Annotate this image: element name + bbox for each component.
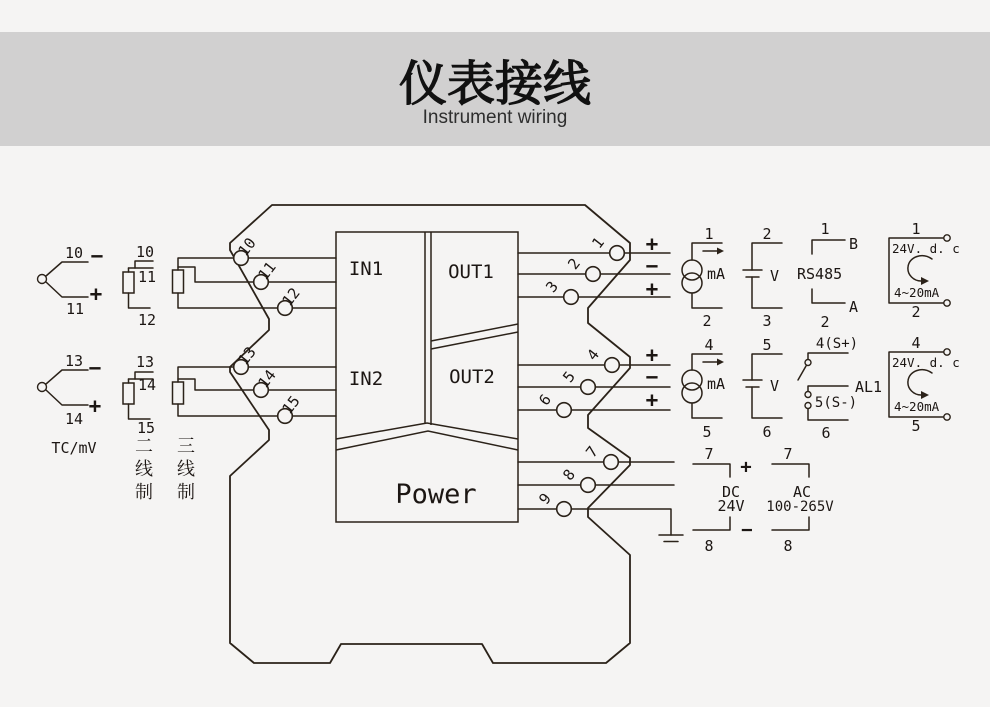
tc-bottom-terminal-14: 14 <box>64 410 84 428</box>
page-subtitle: Instrument wiring <box>422 107 568 128</box>
svg-text:二: 二 <box>135 436 153 456</box>
v-bottom-terminal-6: 6 <box>762 423 772 441</box>
rs485-terminal-2: 2 <box>820 313 830 331</box>
terminal-7 <box>604 455 619 470</box>
alarm-al1-label: AL1 <box>855 378 883 396</box>
terminal-8 <box>581 478 596 493</box>
module-out2-label: OUT2 <box>449 366 495 388</box>
terminal-number-3: 3 <box>542 277 562 297</box>
tc-top-terminal-10: 10 <box>64 244 84 262</box>
module-in2-label: IN2 <box>348 368 384 390</box>
ac-terminal-8: 8 <box>783 537 793 555</box>
loop-top-terminal-2: 2 <box>911 303 921 321</box>
loop-terminal-icon <box>944 300 950 306</box>
relay-contact-icon <box>805 403 811 409</box>
terminal-3 <box>564 290 579 305</box>
ma-bottom-terminal-5: 5 <box>702 423 712 441</box>
dc-voltage-label: 24V <box>717 497 745 515</box>
module-in1-label: IN1 <box>348 258 384 280</box>
ma-bottom-terminal-4: 4 <box>704 336 714 354</box>
terminal-number-5: 5 <box>559 367 579 387</box>
terminal-4 <box>605 358 620 373</box>
out1-plus-sign2: + <box>645 277 659 301</box>
alarm-terminal-5s: 5(S-) <box>814 395 858 411</box>
loop-bottom-terminal-4: 4 <box>911 334 921 352</box>
loop-top-terminal-1: 1 <box>911 220 921 238</box>
tc-mv-label: TC/mV <box>51 439 97 457</box>
terminal-number-1: 1 <box>588 233 608 253</box>
terminal-6 <box>557 403 572 418</box>
loop-bottom-voltage: 24V. d. c <box>892 355 960 370</box>
v-top-terminal-2: 2 <box>762 225 772 243</box>
terminal-number-8: 8 <box>559 465 579 485</box>
terminal-number-2: 2 <box>564 254 584 274</box>
two-wire-label <box>135 436 153 502</box>
dc-label: DC <box>721 483 741 501</box>
two-wire-top-10: 10 <box>135 243 155 261</box>
alarm-terminal-6: 6 <box>821 424 831 442</box>
rs485-pin-a: A <box>849 298 859 316</box>
terminal-number-11: 11 <box>254 258 280 284</box>
two-wire-bottom-15: 15 <box>136 419 156 437</box>
tc-top-terminal-11: 11 <box>65 300 85 318</box>
two-wire-top-12: 12 <box>137 311 157 329</box>
terminal-number-4: 4 <box>583 345 603 365</box>
ma-top-terminal-1: 1 <box>704 225 714 243</box>
alarm-terminal-4s: 4(S+) <box>815 336 859 352</box>
tc-bottom-minus-sign: − <box>88 356 102 380</box>
two-wire-bottom-13: 13 <box>135 353 155 371</box>
tc-top-plus-sign: + <box>89 282 103 306</box>
three-wire-label <box>177 436 195 502</box>
loop-top-current: 4~20mA <box>894 285 940 300</box>
v-bottom-terminal-5: 5 <box>762 336 772 354</box>
tc-bottom-terminal-13: 13 <box>64 352 84 370</box>
thermocouple-junction-icon <box>38 383 47 392</box>
terminal-number-12: 12 <box>278 284 304 310</box>
ma-bottom-label: mA <box>707 375 726 393</box>
out2-plus-sign: + <box>645 343 659 367</box>
two-wire-top-11: 11 <box>137 268 157 286</box>
loop-bottom-terminal-5: 5 <box>911 417 921 435</box>
ac-terminal-7: 7 <box>783 445 793 463</box>
svg-text:制: 制 <box>177 482 195 502</box>
ma-top-terminal-2: 2 <box>702 312 712 330</box>
terminal-number-15: 15 <box>278 392 304 418</box>
ma-top-label: mA <box>707 265 726 283</box>
terminal-number-7: 7 <box>582 442 602 462</box>
v-top-terminal-3: 3 <box>762 312 772 330</box>
svg-text:制: 制 <box>135 482 153 502</box>
loop-top-voltage: 24V. d. c <box>892 241 960 256</box>
dc-plus-sign: + <box>740 456 752 478</box>
ac-voltage-label: 100-265V <box>766 499 834 515</box>
terminal-number-10: 10 <box>234 234 260 260</box>
two-wire-bottom-14: 14 <box>137 376 157 394</box>
module-power-label: Power <box>395 479 477 510</box>
terminal-number-9: 9 <box>535 489 555 509</box>
out1-minus-sign: − <box>645 254 659 278</box>
dc-terminal-8: 8 <box>704 537 714 555</box>
svg-text:线: 线 <box>135 459 153 479</box>
thermocouple-junction-icon <box>38 275 47 284</box>
out1-plus-sign: + <box>645 232 659 256</box>
relay-contact-icon <box>805 360 811 366</box>
terminal-number-13: 13 <box>234 343 260 369</box>
out2-plus-sign2: + <box>645 388 659 412</box>
rs485-pin-b: B <box>849 235 859 253</box>
rs485-label: RS485 <box>797 265 843 283</box>
out2-minus-sign: − <box>645 365 659 389</box>
terminal-number-6: 6 <box>535 390 555 410</box>
loop-terminal-icon <box>944 414 950 420</box>
terminal-1 <box>610 246 625 261</box>
dc-terminal-7: 7 <box>704 445 714 463</box>
v-bottom-label: V <box>770 377 780 395</box>
module-out1-label: OUT1 <box>448 261 494 283</box>
svg-text:三: 三 <box>177 436 195 456</box>
terminal-9 <box>557 502 572 517</box>
dc-minus-sign: − <box>741 519 753 541</box>
relay-contact-icon <box>805 392 811 398</box>
ac-label: AC <box>792 483 812 501</box>
loop-bottom-current: 4~20mA <box>894 399 940 414</box>
terminal-2 <box>586 267 601 282</box>
v-top-label: V <box>770 267 780 285</box>
terminal-5 <box>581 380 596 395</box>
tc-top-minus-sign: − <box>90 244 104 268</box>
rs485-terminal-1: 1 <box>820 220 830 238</box>
svg-text:线: 线 <box>177 459 195 479</box>
tc-bottom-plus-sign: + <box>88 394 102 418</box>
terminal-number-14: 14 <box>254 366 280 392</box>
page-title: 仪表接线 <box>398 58 592 111</box>
